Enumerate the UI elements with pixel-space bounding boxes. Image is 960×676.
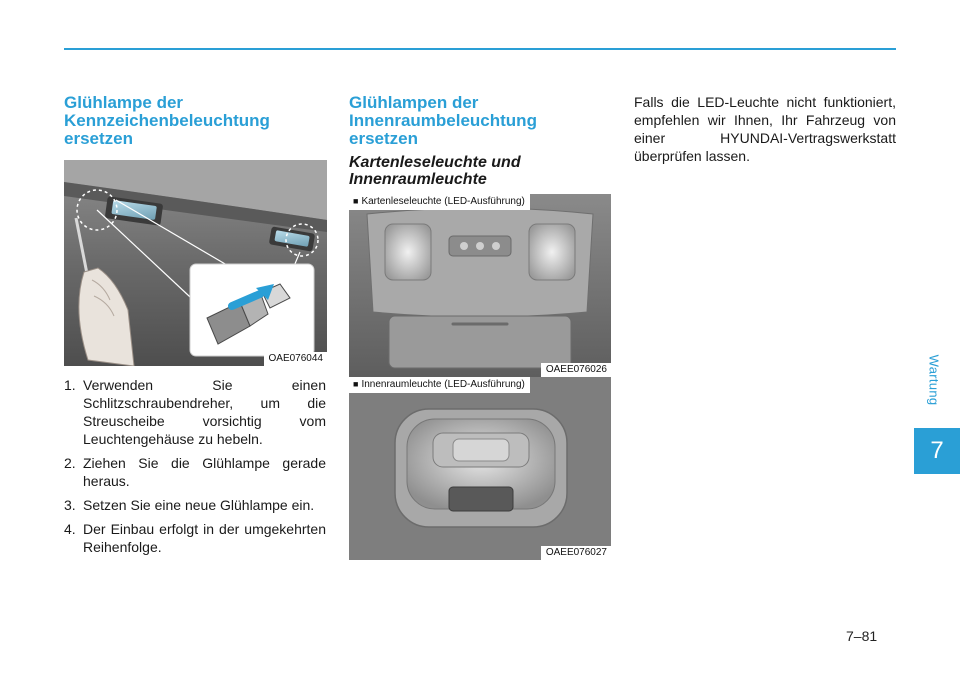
step-number: 2. [64,455,76,471]
step-text: Setzen Sie eine neue Glühlampe ein. [83,497,315,513]
list-item [64,376,326,448]
caption-text: Innenraumleuchte (LED-Ausführung) [361,379,525,390]
map-lamp-illustration [349,194,611,377]
dome-lamp-illustration [349,377,611,560]
step-number: 3. [64,497,76,513]
figure-code-oae076044: OAE076044 [264,352,328,366]
list-item [64,496,326,514]
step-text: Verwenden Sie einen Schlitzschraubendreher, um die Streuscheibe vorsichtig vom Leuchtengehäuse zu hebeln. [83,377,326,447]
license-plate-figure [64,160,327,366]
step-text: Der Einbau erfolgt in der umgekehrten Reihenfolge. [83,521,326,555]
list-item [64,520,326,556]
license-plate-illustration [64,160,327,366]
top-rule [64,48,896,50]
step-number: 4. [64,521,76,537]
list-item [64,454,326,490]
dome-lamp-caption [349,377,530,393]
chapter-number-tab: 7 [914,428,960,474]
led-note-text: Falls die LED-Leuchte nicht funktioniert, empfehlen wir Ihnen, Ihr Fahrzeug von einer HYUNDAI-Vertragswerkstatt überprüfen lassen. [634,94,896,164]
map-lamp-figure [349,194,611,377]
steps-list [64,376,326,562]
figure-code-oaee076026: OAEE076026 [541,363,611,377]
step-number: 1. [64,377,76,393]
license-plate-heading: Glühlampe der Kennzeichenbeleuchtung ersetzen [64,93,270,148]
caption-bullet: ■ [353,379,359,389]
figure-code-oaee076027: OAEE076027 [541,546,611,560]
chapter-side-label-text: Wartung [926,354,942,406]
step-text: Ziehen Sie die Glühlampe gerade heraus. [83,455,326,489]
interior-lights-heading: Glühlampen der Innenraumbeleuchtung ersetzen [349,93,537,148]
map-lamp-subheading: Kartenleseleuchte und Innenraumleuchte [349,154,521,188]
caption-bullet: ■ [353,196,359,206]
map-lamp-caption [349,194,530,210]
caption-text: Kartenleseleuchte (LED-Ausführung) [361,196,525,207]
dome-lamp-figure [349,377,611,560]
chapter-side-label [916,340,952,420]
page-number: 7–81 [846,628,878,644]
